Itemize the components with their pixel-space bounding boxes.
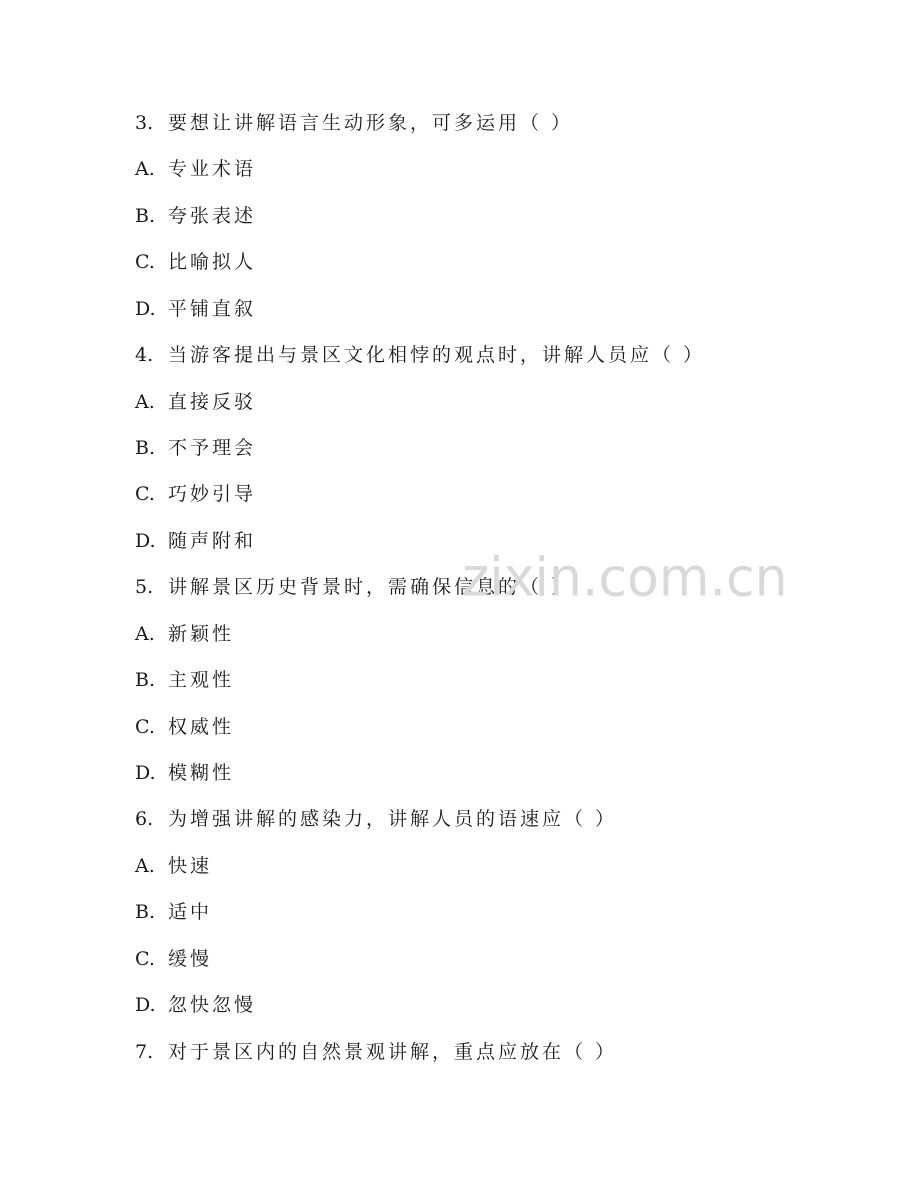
- question-text: 当游客提出与景区文化相悖的观点时，讲解人员应（ ）: [168, 344, 706, 366]
- option-3c: [135, 247, 256, 277]
- option-text: 快速: [168, 855, 213, 877]
- option-text: 适中: [168, 901, 213, 923]
- question-number: 7.: [135, 1041, 154, 1063]
- option-6d: [135, 990, 256, 1020]
- question-text: 讲解景区历史背景时，需确保信息的（ ）: [168, 576, 574, 598]
- option-6c: [135, 944, 212, 974]
- option-letter: D.: [135, 298, 156, 320]
- option-text: 新颖性: [168, 623, 235, 645]
- option-letter: B.: [135, 901, 156, 923]
- option-5c: [135, 712, 234, 742]
- option-letter: B.: [135, 205, 156, 227]
- option-letter: A.: [135, 391, 155, 413]
- question-number: 6.: [135, 808, 154, 830]
- option-3d: [135, 294, 256, 324]
- option-text: 平铺直叙: [168, 298, 257, 320]
- watermark: zixin.com.cn: [462, 547, 788, 609]
- question-text: 为增强讲解的感染力，讲解人员的语速应（ ）: [168, 808, 618, 830]
- option-letter: C.: [135, 251, 155, 273]
- option-text: 比喻拟人: [168, 251, 257, 273]
- option-letter: C.: [135, 716, 155, 738]
- option-letter: A.: [135, 623, 155, 645]
- option-letter: B.: [135, 669, 156, 691]
- option-text: 专业术语: [168, 158, 257, 180]
- option-letter: A.: [135, 855, 155, 877]
- option-letter: D.: [135, 530, 156, 552]
- option-3b: [135, 201, 256, 231]
- option-text: 忽快忽慢: [168, 994, 257, 1016]
- question-number: 5.: [135, 576, 154, 598]
- option-text: 缓慢: [168, 948, 213, 970]
- option-5d: [135, 758, 234, 788]
- option-text: 权威性: [168, 716, 235, 738]
- option-text: 直接反驳: [168, 391, 257, 413]
- option-letter: C.: [135, 483, 155, 505]
- option-3a: [135, 154, 256, 184]
- option-5b: [135, 665, 234, 695]
- option-letter: B.: [135, 437, 156, 459]
- option-text: 夸张表述: [168, 205, 257, 227]
- option-6a: [135, 851, 212, 881]
- question-number: 4.: [135, 344, 154, 366]
- option-text: 随声附和: [168, 530, 257, 552]
- option-4c: [135, 479, 256, 509]
- option-4a: [135, 387, 256, 417]
- question-7: [135, 1037, 617, 1067]
- option-text: 主观性: [168, 669, 235, 691]
- option-letter: D.: [135, 994, 156, 1016]
- option-text: 不予理会: [168, 437, 257, 459]
- question-text: 要想让讲解语言生动形象，可多运用（ ）: [168, 112, 574, 134]
- question-3: [135, 108, 573, 138]
- option-5a: [135, 619, 234, 649]
- option-letter: C.: [135, 948, 155, 970]
- option-4d: [135, 526, 256, 556]
- option-6b: [135, 897, 212, 927]
- question-text: 对于景区内的自然景观讲解，重点应放在（ ）: [168, 1041, 618, 1063]
- option-text: 模糊性: [168, 762, 235, 784]
- question-number: 3.: [135, 112, 154, 134]
- option-text: 巧妙引导: [168, 483, 257, 505]
- option-4b: [135, 433, 256, 463]
- question-4: [135, 340, 705, 370]
- question-6: [135, 804, 617, 834]
- option-letter: A.: [135, 158, 155, 180]
- option-letter: D.: [135, 762, 156, 784]
